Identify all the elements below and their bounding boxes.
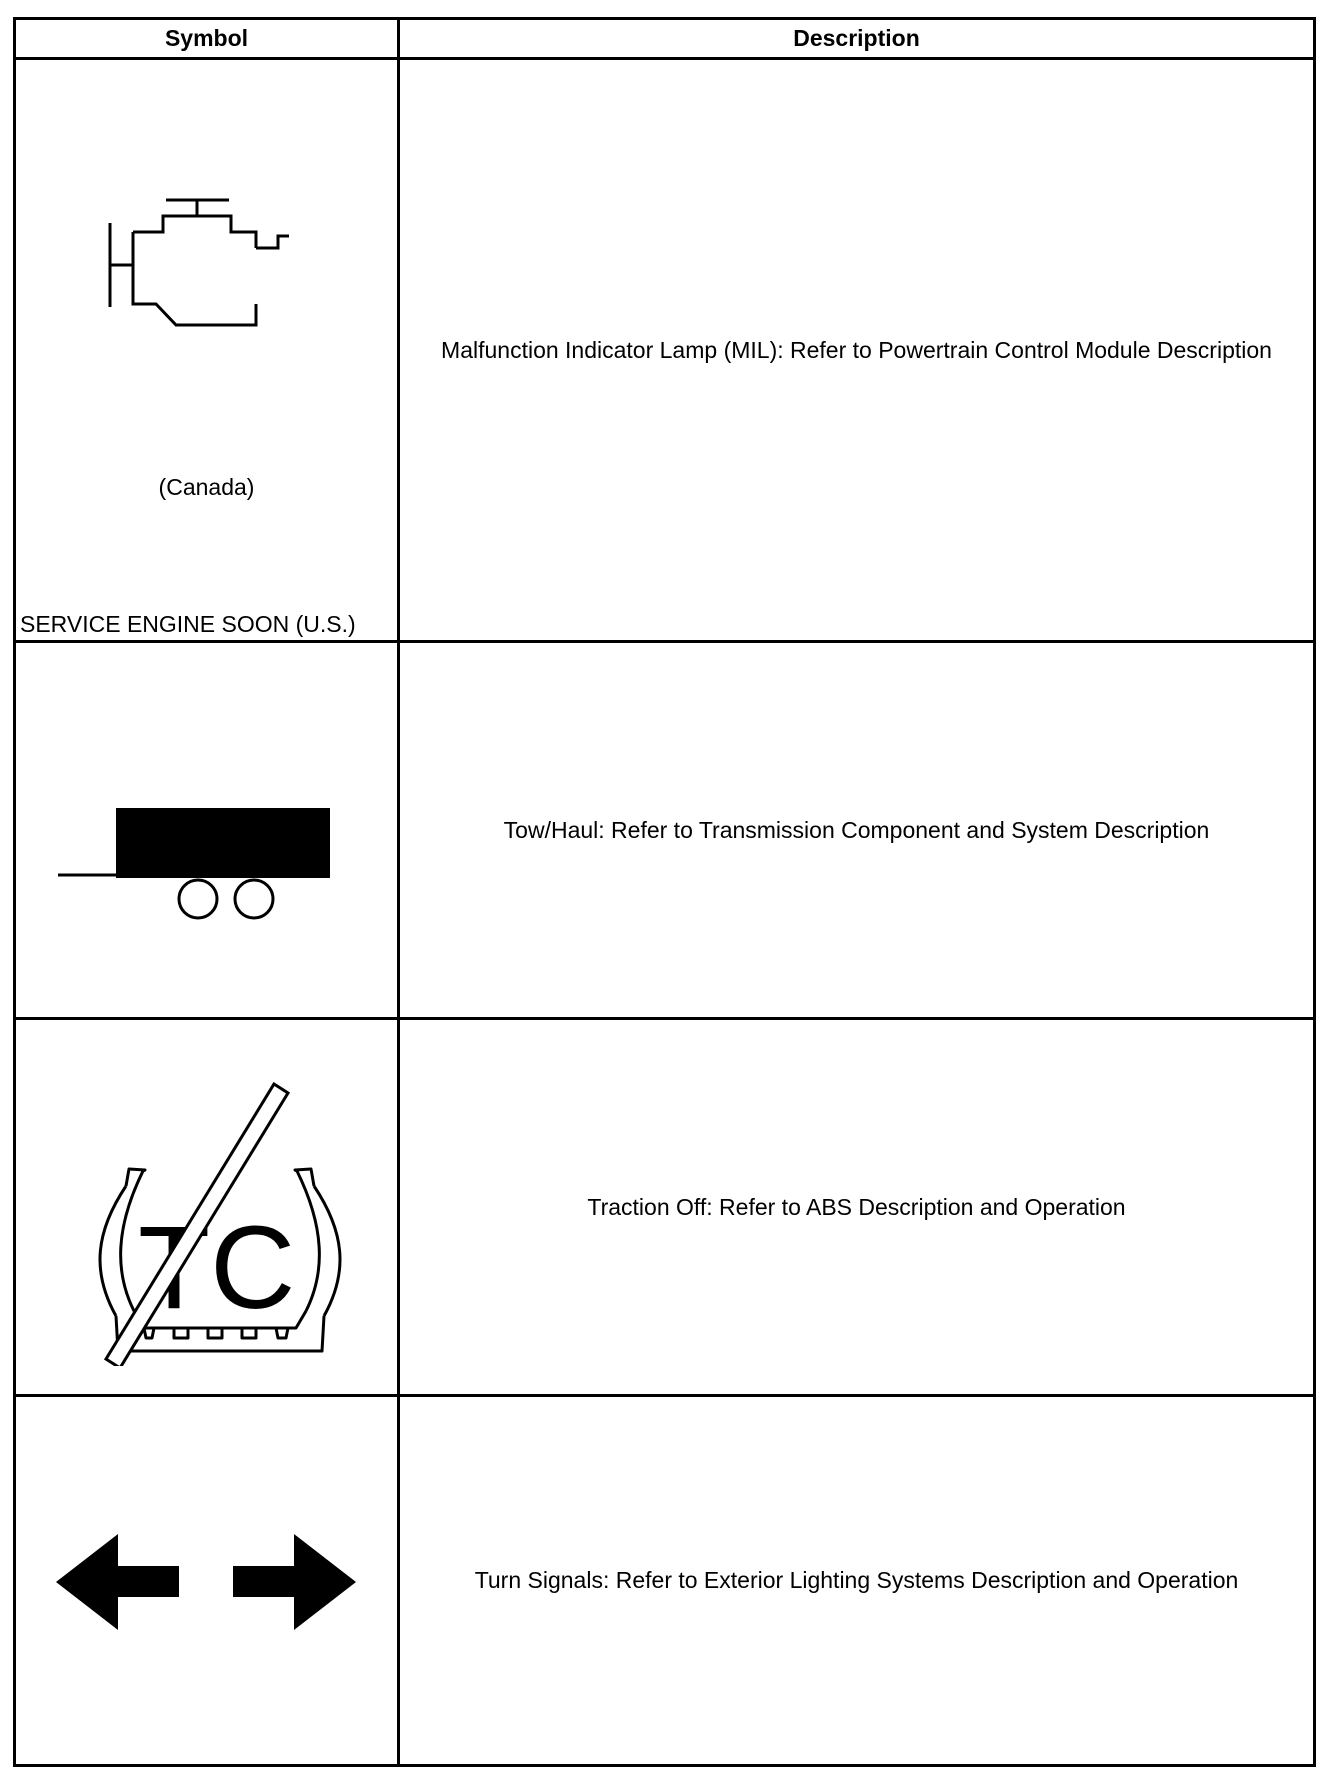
trailer-icon (58, 808, 338, 928)
table-row (16, 643, 1313, 1017)
turn-signals-description: Turn Signals: Refer to Exterior Lighting Systems Description and Operation (474, 1567, 1239, 1593)
table-row (16, 1020, 1313, 1394)
tow-haul-description: Tow/Haul: Refer to Transmission Component and System Description (503, 816, 1210, 843)
symbol-column-header: Symbol (164, 25, 249, 51)
traction-off-description: Traction Off: Refer to ABS Description and Operation (587, 1193, 1126, 1220)
table-row (16, 1397, 1313, 1764)
turn-signal-arrows-icon (56, 1534, 356, 1634)
tc-text: TC (138, 1202, 296, 1334)
table-row (16, 60, 1313, 640)
symbol-table (13, 17, 1316, 1767)
engine-icon (100, 186, 330, 346)
canada-caption: (Canada) (158, 474, 255, 500)
us-caption: SERVICE ENGINE SOON (U.S.) (20, 611, 356, 637)
description-column-header: Description (793, 25, 920, 51)
traction-off-icon (86, 1066, 346, 1366)
mil-description: Malfunction Indicator Lamp (MIL): Refer to Powertrain Control Module Description (441, 336, 1272, 363)
